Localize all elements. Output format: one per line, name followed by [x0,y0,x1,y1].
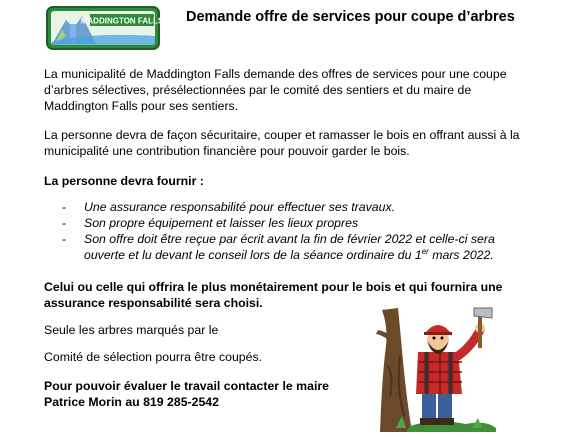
contact-line-1: Pour pouvoir évaluer le travail contacter le maire [44,379,329,393]
list-dash: - [62,200,67,214]
selection-line-2: assurance responsabilité sera choisi. [44,296,263,310]
obligations-paragraph [44,127,520,159]
intro-line-1: La municipalité de Maddington Falls demande des offres de services pour une coupe [44,67,507,81]
intro-paragraph [44,66,507,114]
contact-paragraph [44,378,329,410]
marked-trees-line-2: Comité de sélection pourra être coupés. [44,350,263,364]
obligations-line-1: La personne devra de façon sécuritaire, couper et ramasser le bois en offrant aussi à la [44,128,520,142]
list-dash: - [62,232,67,246]
intro-line-3: Maddington Falls pour ses sentiers. [44,99,239,113]
contact-line-2: Patrice Morin au 819 285-2542 [44,395,219,409]
requirement-deadline-line-2: ouverte et lu devant le conseil lors de la séance ordinaire du 1er mars 2022. [84,246,494,262]
page-title: Demande offre de services pour coupe d’arbres [186,9,515,25]
requirements-list [62,199,532,263]
requirement-insurance: Une assurance responsabilité pour effectuer ses travaux. [84,200,396,214]
selection-line-1: Celui ou celle qui offrira le plus monétairement pour le bois et qui fournira une [44,280,503,294]
marked-trees-line-1: Seule les arbres marqués par le [44,323,219,337]
lumberjack-illustration [376,306,498,432]
requirements-heading: La personne devra fournir : [44,174,204,188]
requirement-equipment: Son propre équipement et laisser les lieux propres [84,216,359,230]
list-item [62,231,532,263]
obligations-line-2: municipalité une contribution financière pour pouvoir garder le bois. [44,144,410,158]
intro-line-2: d’arbres sélectives, présélectionnées par le comité des sentiers et du maire de [44,83,472,97]
list-dash: - [62,216,67,230]
list-item [62,199,532,215]
requirement-deadline-line-1: Son offre doit être reçue par écrit avant la fin de février 2022 et celle-ci sera [84,232,495,246]
municipality-logo [46,6,160,50]
list-item [62,215,532,231]
logo-text: MADDINGTON FALLS [80,16,160,26]
